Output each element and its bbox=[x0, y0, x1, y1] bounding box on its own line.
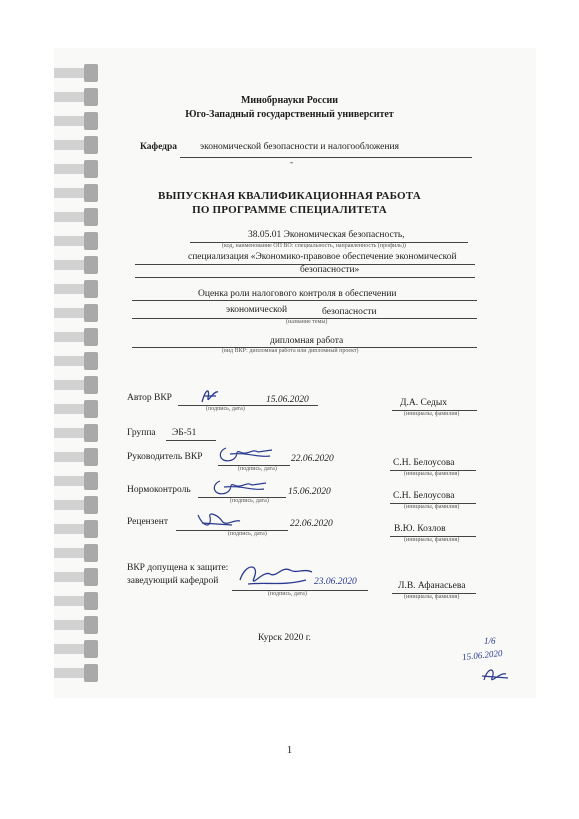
document-title-line1: ВЫПУСКНАЯ КВАЛИФИКАЦИОННАЯ РАБОТА bbox=[158, 190, 421, 202]
author-label: Автор ВКР bbox=[127, 393, 172, 403]
ministry-name: Минобрнауки России bbox=[240, 95, 339, 106]
admission-line1: ВКР допущена к защите: bbox=[127, 563, 229, 573]
head-name-caption: (инициалы, фамилия) bbox=[404, 594, 460, 600]
reviewer-date: 22.06.2020 bbox=[290, 519, 333, 529]
supervisor-label: Руководитель ВКР bbox=[127, 452, 203, 462]
department-label: Кафедра bbox=[140, 142, 178, 152]
author-signature bbox=[198, 386, 222, 408]
specialization-line2: безопасности» bbox=[300, 265, 360, 275]
reviewer-name: В.Ю. Козлов bbox=[394, 524, 446, 534]
topic-line1: Оценка роли налогового контроля в обеспечении bbox=[198, 289, 397, 299]
group-value: ЭБ-51 bbox=[172, 428, 197, 438]
supervisor-date: 22.06.2020 bbox=[291, 454, 334, 464]
document-title-line2: ПО ПРОГРАММЕ СПЕЦИАЛИТЕТА bbox=[192, 204, 387, 216]
normcontrol-name: С.Н. Белоусова bbox=[393, 491, 455, 501]
topic-line2a: экономической bbox=[226, 305, 288, 315]
admission-sig-caption: (подпись, дата) bbox=[268, 591, 307, 597]
head-name: Л.В. Афанасьева bbox=[398, 581, 466, 591]
handwritten-note-date: 15.06.2020 bbox=[461, 647, 503, 663]
head-signature bbox=[234, 560, 314, 594]
author-name-caption: (инициалы, фамилия) bbox=[404, 411, 460, 417]
specialization-line1: специализация «Экономико-правовое обеспечение экономической bbox=[188, 252, 457, 262]
group-label: Группа bbox=[127, 428, 156, 438]
author-sig-caption: (подпись, дата) bbox=[206, 406, 245, 412]
admission-label: заведующий кафедрой bbox=[127, 576, 219, 586]
city-year: Курск 2020 г. bbox=[258, 633, 311, 643]
specialty-caption: (код, наименование ОП ВО: специальность, направленность (профиль)) bbox=[222, 243, 406, 249]
normcontrol-signature bbox=[212, 477, 270, 499]
work-type-caption: (вид ВКР: дипломная работа или дипломный проект) bbox=[222, 348, 359, 354]
normcontrol-sig-caption: (подпись, дата) bbox=[230, 498, 269, 504]
supervisor-signature bbox=[218, 444, 276, 466]
reviewer-label: Рецензент bbox=[127, 517, 168, 527]
university-name: Юго-Западный государственный университет bbox=[185, 109, 394, 120]
supervisor-sig-caption: (подпись, дата) bbox=[238, 466, 277, 472]
reviewer-name-caption: (инициалы, фамилия) bbox=[404, 537, 460, 543]
note-signature bbox=[478, 664, 512, 686]
admission-date: 23.06.2020 bbox=[314, 577, 357, 587]
reviewer-sig-caption: (подпись, дата) bbox=[228, 531, 267, 537]
normcontrol-name-caption: (инициалы, фамилия) bbox=[404, 504, 460, 510]
author-date: 15.06.2020 bbox=[266, 395, 309, 405]
supervisor-name-caption: (инициалы, фамилия) bbox=[404, 471, 460, 477]
department-dash: - bbox=[290, 158, 294, 168]
topic-caption: (название темы) bbox=[286, 319, 328, 325]
normcontrol-date: 15.06.2020 bbox=[288, 487, 331, 497]
page-number: 1 bbox=[286, 744, 293, 756]
work-type-value: дипломная работа bbox=[270, 336, 344, 346]
normcontrol-label: Нормоконтроль bbox=[127, 485, 191, 495]
author-name: Д.А. Седых bbox=[400, 398, 447, 408]
handwritten-note-number: 1/6 bbox=[484, 636, 496, 646]
department-value: экономической безопасности и налогообложения bbox=[200, 142, 399, 152]
spiral-binding bbox=[54, 48, 102, 698]
specialty-code: 38.05.01 Экономическая безопасность, bbox=[248, 230, 405, 240]
supervisor-name: С.Н. Белоусова bbox=[393, 458, 455, 468]
topic-line2b: безопасности bbox=[322, 307, 377, 317]
